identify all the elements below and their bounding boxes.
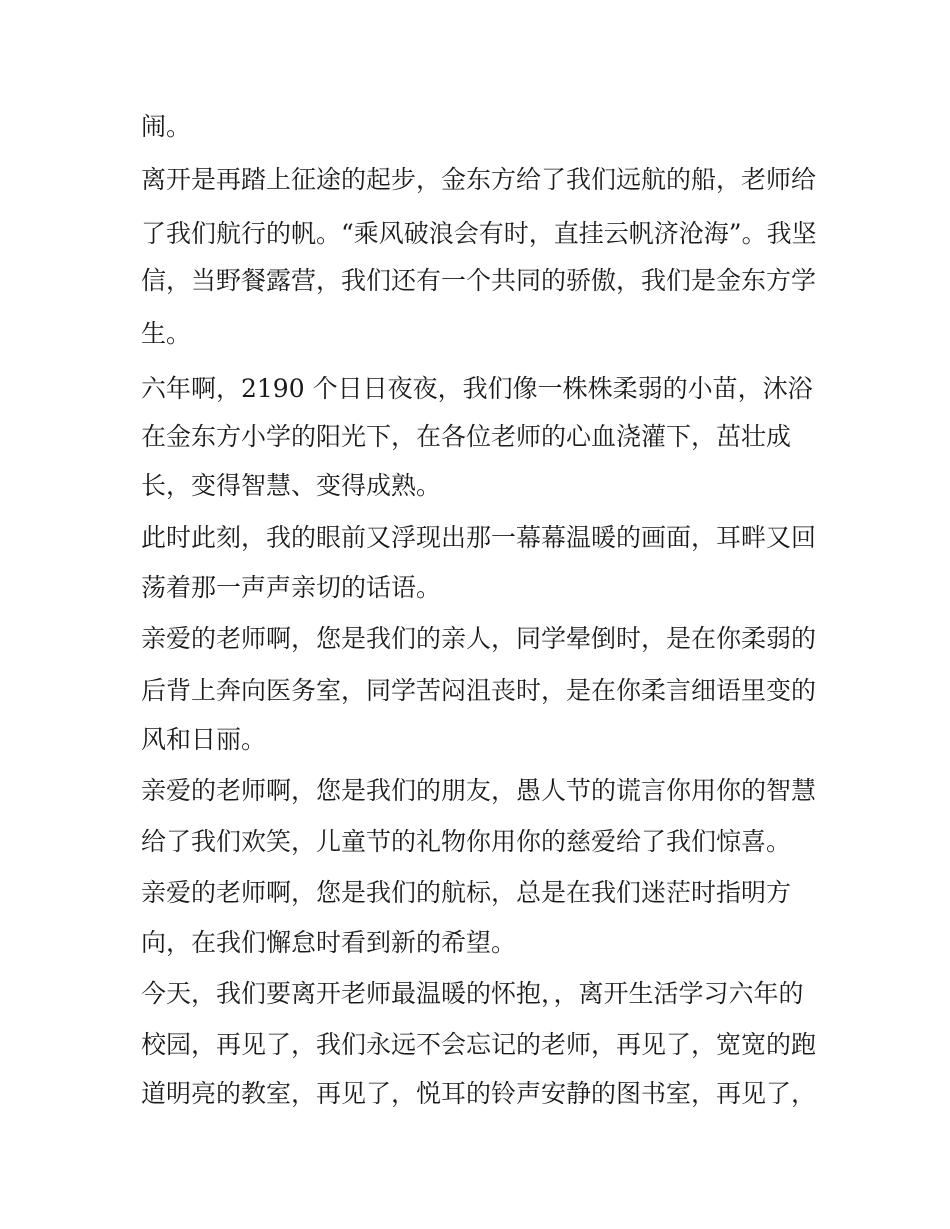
text-line: 亲爱的老师啊，您是我们的航标，总是在我们迷茫时指明方 xyxy=(141,878,792,907)
text-line: 校园，再见了，我们永远不会忘记的老师，再见了，宽宽的跑 xyxy=(141,1030,817,1059)
text-line: 荡着那一声声亲切的话语。 xyxy=(141,573,442,602)
text-line: 了我们航行的帆。“乘风破浪会有时，直挂云帆济沧海”。我坚 xyxy=(141,219,817,248)
text-line: 向，在我们懈怠时看到新的希望。 xyxy=(141,928,517,957)
text-line: 道明亮的教室，再见了，悦耳的铃声安静的图书室，再见了， xyxy=(141,1079,817,1108)
text-line: 后背上奔向医务室，同学苦闷沮丧时，是在你柔言细语里变的 xyxy=(141,676,817,705)
text-line: 亲爱的老师啊，您是我们的朋友，愚人节的谎言你用你的智慧 xyxy=(141,776,817,805)
text-line: 亲爱的老师啊，您是我们的亲人，同学晕倒时，是在你柔弱的 xyxy=(141,624,817,653)
text-line: 长，变得智慧、变得成熟。 xyxy=(141,471,442,500)
text-line: 风和日丽。 xyxy=(141,725,267,754)
text-line: 在金东方小学的阳光下，在各位老师的心血浇灌下，茁壮成 xyxy=(141,422,792,451)
text-line: 离开是再踏上征途的起步，金东方给了我们远航的船，老师给 xyxy=(141,165,817,194)
text-line: 六年啊，2190 个日日夜夜，我们像一株株柔弱的小苗，沐浴 xyxy=(141,374,813,403)
text-line: 生。 xyxy=(141,319,192,348)
text-line: 闹。 xyxy=(141,112,192,141)
text-line: 此时此刻，我的眼前又浮现出那一幕幕温暖的画面，耳畔又回 xyxy=(141,523,817,552)
text-line: 给了我们欢笑，儿童节的礼物你用你的慈爱给了我们惊喜。 xyxy=(141,827,792,856)
text-line: 今天，我们要离开老师最温暖的怀抱，，离开生活学习六年的 xyxy=(141,979,804,1008)
text-line: 信，当野餐露营，我们还有一个共同的骄傲，我们是金东方学 xyxy=(141,266,817,295)
